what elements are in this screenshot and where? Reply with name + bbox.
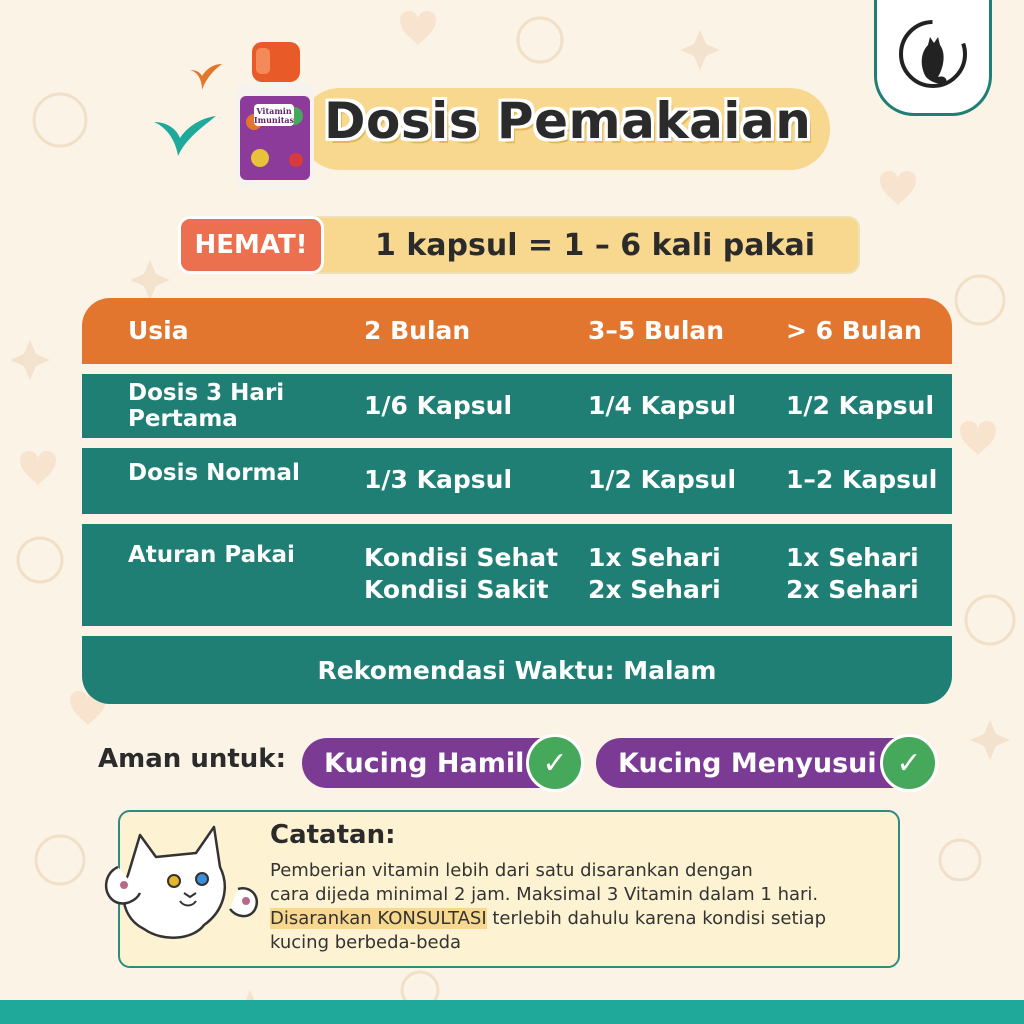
brand-logo-tab — [874, 0, 992, 116]
table-cell: 1/2 Kapsul — [588, 465, 737, 494]
table-cell: Kondisi Sakit — [364, 575, 549, 604]
table-cell: 1–2 Kapsul — [786, 465, 938, 494]
page-title: Dosis Pemakaian — [324, 92, 812, 150]
notes-line: cara dijeda minimal 2 jam. Maksimal 3 Vitamin dalam 1 hari. — [270, 884, 819, 905]
header-2-bulan: 2 Bulan — [364, 316, 471, 345]
header-usia: Usia — [128, 316, 189, 345]
notes-line: kucing berbeda-beda — [270, 932, 462, 953]
row-label: Aturan Pakai — [128, 542, 295, 568]
table-cell: 1/6 Kapsul — [364, 391, 513, 420]
vitamin-bottle-image — [230, 42, 316, 192]
notes-title: Catatan: — [270, 820, 396, 850]
consultation-highlight: Disarankan KONSULTASI — [270, 908, 487, 929]
table-row — [82, 524, 952, 626]
safe-for-label: Aman untuk: — [98, 744, 286, 774]
hemat-text: 1 kapsul = 1 – 6 kali pakai — [375, 227, 815, 263]
header-6-bulan: > 6 Bulan — [786, 316, 922, 345]
notes-line — [270, 908, 826, 929]
table-cell: 1/3 Kapsul — [364, 465, 513, 494]
bottle-label-line2: Imunitas — [253, 115, 295, 125]
row-label-line2: Pertama — [128, 406, 238, 432]
safe-pill-label: Kucing Menyusui — [618, 747, 877, 779]
table-cell: 1x Sehari — [588, 543, 721, 572]
table-header-row — [82, 298, 952, 364]
bottle-label-line1: Vitamin — [256, 106, 292, 116]
table-cell: 1/4 Kapsul — [588, 391, 737, 420]
table-cell: 1/2 Kapsul — [786, 391, 935, 420]
recommendation-text: Rekomendasi Waktu: Malam — [317, 655, 717, 685]
row-label: Dosis Normal — [128, 460, 300, 486]
table-row — [82, 448, 952, 514]
notes-line: Pemberian vitamin lebih dari satu disarankan dengan — [270, 860, 753, 881]
table-cell: Kondisi Sehat — [364, 543, 559, 572]
cat-logo-icon — [896, 17, 970, 91]
table-cell: 2x Sehari — [786, 575, 919, 604]
teal-heart-icon — [148, 96, 218, 158]
bottom-strip — [0, 1000, 1024, 1024]
check-icon: ✓ — [526, 734, 584, 792]
table-cell: 1x Sehari — [786, 543, 919, 572]
table-row — [82, 374, 952, 438]
hemat-badge: HEMAT! — [178, 216, 324, 274]
header-3-5-bulan: 3–5 Bulan — [588, 316, 725, 345]
dosage-table — [82, 298, 952, 704]
table-cell: 2x Sehari — [588, 575, 721, 604]
row-label: Dosis 3 Hari — [128, 380, 285, 406]
white-cat-illustration — [100, 815, 266, 965]
orange-heart-icon — [186, 60, 226, 100]
notes-line-rest: terlebih dahulu karena kondisi setiap — [486, 908, 826, 929]
safe-pill-label: Kucing Hamil — [324, 747, 525, 779]
check-icon: ✓ — [880, 734, 938, 792]
recommendation-row — [82, 636, 952, 704]
